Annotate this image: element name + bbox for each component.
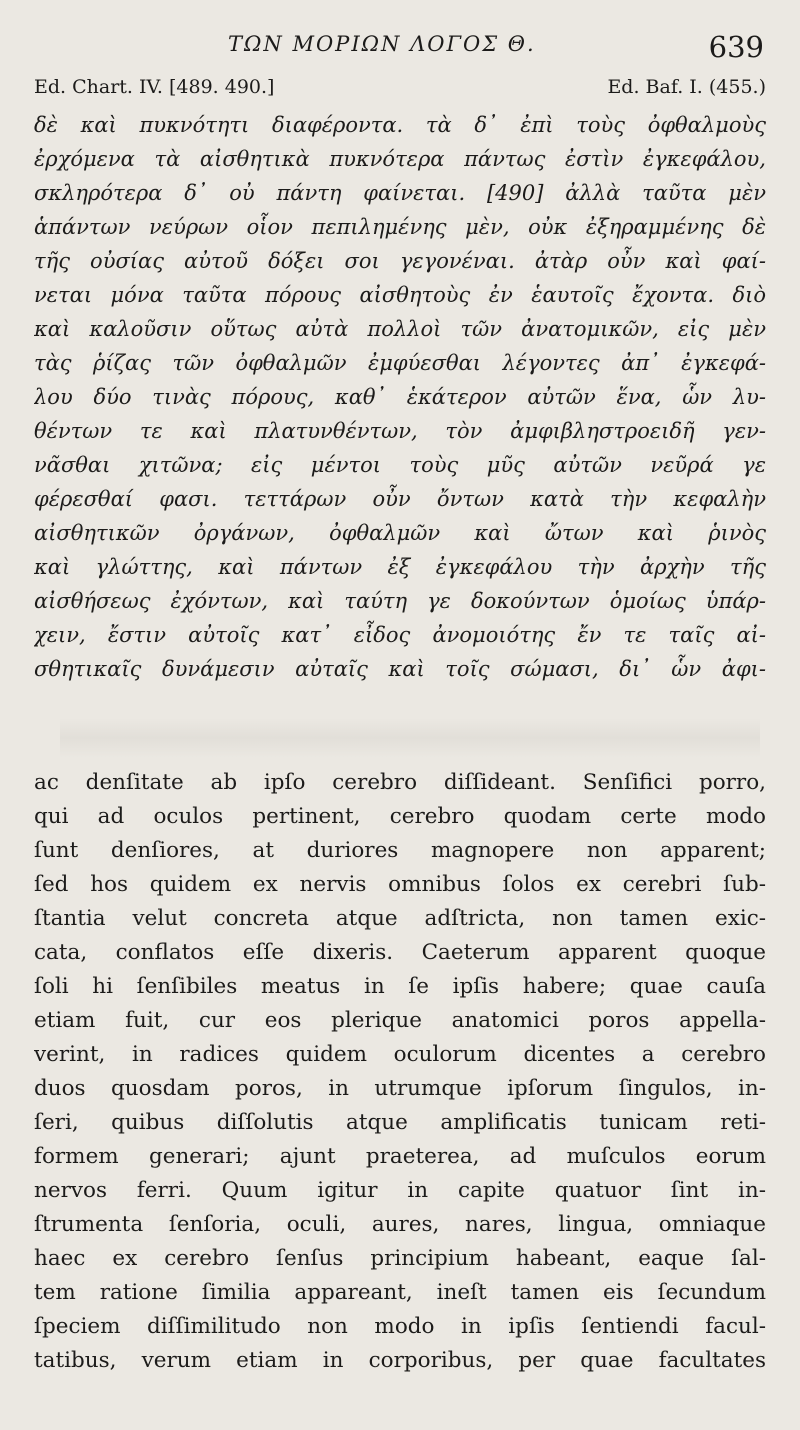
edition-basel-reference: Ed. Baf. I. (455.) [607,76,766,98]
latin-line: etiam fuit, cur eos plerique anatomici poros appella- [34,1008,766,1033]
edition-reference-line [34,76,766,104]
latin-line: duos quosdam poros, in utrumque ipſorum ſingulos, in- [34,1076,766,1101]
greek-line: χειν, ἔστιν αὐτοῖς κατ᾽ εἶδος ἀνομοιότης ἔν τε ταῖς αἰ- [34,623,766,647]
show-through-shadow [60,718,760,758]
greek-line: σκληρότερα δ᾽ οὐ πάντη φαίνεται. [490] ἀλλὰ ταῦτα μὲν [34,181,766,205]
latin-line: tem ratione ſimilia appareant, ineſt tamen eis ſecundum [34,1280,766,1305]
latin-text-block [34,766,766,1378]
latin-line: ſed hos quidem ex nervis omnibus ſolos ex cerebri ſub- [34,872,766,897]
latin-line: ſeri, quibus diſſolutis atque amplificatis tunicam reti- [34,1110,766,1135]
greek-line: τὰς ῥίζας τῶν ὀφθαλμῶν ἐμφύεσθαι λέγοντες ἀπ᾽ ἐγκεφά- [34,351,766,375]
greek-line: ἐρχόμενα τὰ αἰσθητικὰ πυκνότερα πάντως ἐστὶν ἐγκεφάλου, [34,147,766,171]
greek-text-block [34,108,766,686]
latin-line: haec ex cerebro ſenſus principium habeant, eaque ſal- [34,1246,766,1271]
greek-line: νᾶσθαι χιτῶνα; εἰς μέντοι τοὺς μῦς αὐτῶν νεῦρά γε [34,453,766,477]
latin-line: qui ad oculos pertinent, cerebro quodam certe modo [34,804,766,829]
greek-line: λου δύο τινὰς πόρους, καθ᾽ ἑκάτερον αὐτῶν ἕνα, ὧν λυ- [34,385,766,409]
latin-line: ſoli hi ſenſibiles meatus in ſe ipſis habere; quae cauſa [34,974,766,999]
latin-line: ſunt denſiores, at duriores magnopere non apparent; [34,838,766,863]
greek-line: καὶ καλοῦσιν οὕτως αὐτὰ πολλοὶ τῶν ἀνατομικῶν, εἰς μὲν [34,317,766,341]
greek-line: θέντων τε καὶ πλατυνθέντων, τὸν ἀμφιβληστροειδῆ γεν- [34,419,766,443]
latin-line: ſpeciem diſſimilitudo non modo in ipſis ſentiendi facul- [34,1314,766,1339]
greek-line: νεται μόνα ταῦτα πόρους αἰσθητοὺς ἐν ἑαυτοῖς ἔχοντα. διὸ [34,283,766,307]
running-title: ΤΩΝ ΜΟΡΙΩΝ ΛΟΓΟΣ Θ. [228,32,536,56]
greek-line: ἁπάντων νεύρων οἷον πεπιλημένης μὲν, οὐκ ἐξηραμμένης δὲ [34,215,766,239]
greek-line: αἰσθητικῶν ὀργάνων, ὀφθαλμῶν καὶ ὤτων καὶ ῥινὸς [34,521,766,545]
greek-line: τῆς οὐσίας αὐτοῦ δόξει σοι γεγονέναι. ἀτὰρ οὖν καὶ φαί- [34,249,766,273]
latin-line: ac denſitate ab ipſo cerebro diſſideant. Senſifici porro, [34,770,766,795]
greek-line: καὶ γλώττης, καὶ πάντων ἐξ ἐγκεφάλου τὴν ἀρχὴν τῆς [34,555,766,579]
page-number: 639 [708,30,764,64]
latin-line: tatibus, verum etiam in corporibus, per quae facultates [34,1348,766,1373]
edition-chartier-reference: Ed. Chart. IV. [489. 490.] [34,76,275,98]
greek-line: δὲ καὶ πυκνότητι διαφέροντα. τὰ δ᾽ ἐπὶ τοὺς ὀφθαλμοὺς [34,113,766,137]
latin-line: ſtrumenta ſenſoria, oculi, aures, nares, lingua, omniaque [34,1212,766,1237]
greek-line: αἰσθήσεως ἐχόντων, καὶ ταύτη γε δοκούντων ὁμοίως ὑπάρ- [34,589,766,613]
running-head [0,28,800,64]
latin-line: nervos ferri. Quum igitur in capite quatuor ſint in- [34,1178,766,1203]
latin-line: ſtantia velut concreta atque adſtricta, non tamen exic- [34,906,766,931]
latin-line: formem generari; ajunt praeterea, ad muſculos eorum [34,1144,766,1169]
latin-line: verint, in radices quidem oculorum dicentes a cerebro [34,1042,766,1067]
latin-line: cata, conflatos eſſe dixeris. Caeterum apparent quoque [34,940,766,965]
greek-line: φέρεσθαί φασι. τεττάρων οὖν ὄντων κατὰ τὴν κεφαλὴν [34,487,766,511]
greek-line: σθητικαῖς δυνάμεσιν αὐταῖς καὶ τοῖς σώμασι, δι᾽ ὧν ἀφι- [34,657,766,681]
